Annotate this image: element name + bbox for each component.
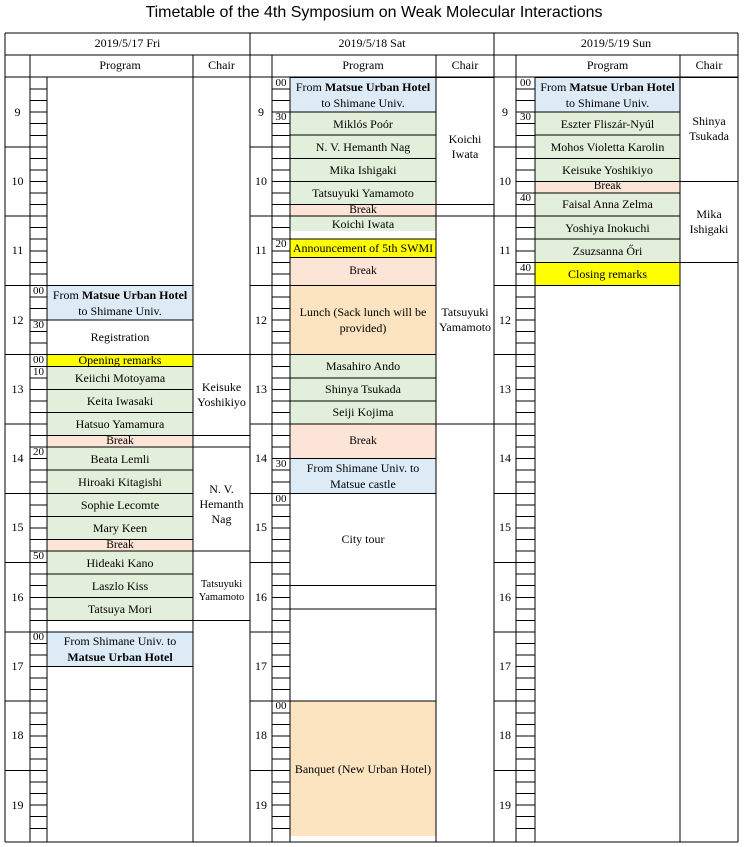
event-label: Announcement of 5th SWMI <box>292 241 434 256</box>
event-item <box>47 470 193 493</box>
event-line: to Shimane Univ. <box>78 303 162 318</box>
chair-header: Chair <box>208 58 235 73</box>
minute-label: 00 <box>33 631 44 644</box>
event-label: Miklós Poór <box>333 116 393 131</box>
minute-label: 30 <box>275 457 287 470</box>
event-label: Shinya Tsukada <box>325 382 401 397</box>
event-line <box>296 79 430 95</box>
program-header: Program <box>586 58 629 73</box>
event-label: Hiroaki Kitagishi <box>78 474 162 489</box>
event-line: to Shimane Univ. <box>565 95 650 110</box>
event-label: Closing remarks <box>568 266 647 281</box>
hour-label: 15 <box>11 520 24 535</box>
event-text: From Shimane Univ. to <box>63 634 177 649</box>
event-item <box>290 258 436 286</box>
minute-label: 20 <box>275 238 287 251</box>
hour-label: 18 <box>11 728 24 743</box>
hour-label: 19 <box>499 797 511 812</box>
event-label: Registration <box>90 330 150 345</box>
event-text: From <box>52 287 82 302</box>
minute-label: 50 <box>33 550 44 563</box>
event-label: Banquet (New Urban Hotel) <box>294 761 432 776</box>
hour-label: 9 <box>258 104 264 119</box>
event-item <box>290 112 436 135</box>
event-label: Lunch (Sack lunch will be provided) <box>299 304 427 336</box>
event-label: Keita Iwasaki <box>86 393 154 408</box>
event-item <box>47 516 193 539</box>
event-label: Keisuke Yoshikiyo <box>562 162 653 177</box>
event-item <box>535 158 680 181</box>
event-item <box>47 436 193 448</box>
event-label <box>540 79 674 111</box>
hour-label: 16 <box>499 589 511 604</box>
event-label: Tatsuya Mori <box>87 601 153 616</box>
day-date: 2019/5/18 Sat <box>338 36 406 51</box>
event-item <box>47 540 193 552</box>
hour-label: 17 <box>11 659 24 674</box>
chair-header: Chair <box>695 58 723 73</box>
event-item <box>535 239 680 262</box>
event-item <box>47 597 193 620</box>
event-label: Break <box>593 180 622 193</box>
event-label: Mika Ishigaki <box>329 162 397 177</box>
hour-label: 12 <box>11 312 24 327</box>
chair-name: Tatsuyuki Yamamoto <box>438 305 492 335</box>
day-date: 2019/5/17 Fri <box>94 36 161 51</box>
event-text-bold: Matsue Urban Hotel <box>569 79 675 94</box>
event-item <box>290 181 436 204</box>
event-line <box>64 633 177 649</box>
minute-label: 20 <box>33 446 44 459</box>
minute-label: 00 <box>275 492 287 505</box>
minute-label: 40 <box>520 261 531 274</box>
event-label <box>64 633 177 665</box>
event-text: From <box>540 79 570 94</box>
event-label: Hatsuo Yamamura <box>75 416 165 431</box>
event-item <box>290 424 436 459</box>
event-item <box>47 632 193 667</box>
hour-label: 19 <box>11 797 24 812</box>
event-item <box>290 701 436 836</box>
event-item <box>47 285 193 320</box>
minute-label: 00 <box>33 353 44 366</box>
event-item <box>47 447 193 470</box>
event-label: Opening remarks <box>78 353 162 368</box>
event-item <box>290 493 436 585</box>
event-text-bold: Matsue Urban Hotel <box>81 287 188 302</box>
event-item <box>290 239 436 258</box>
hour-label: 9 <box>502 104 508 119</box>
event-label: Break <box>349 203 377 216</box>
minute-label: 30 <box>33 319 44 332</box>
event-label: Zsuzsanna Őri <box>572 243 643 258</box>
event-label: Break <box>106 434 134 447</box>
event-label: N. V. Hemanth Nag <box>315 139 411 154</box>
page-title: Timetable of the 4th Symposium on Weak Molecular Interactions <box>145 4 603 21</box>
event-item <box>290 135 436 158</box>
day-date: 2019/5/19 Sun <box>580 36 652 51</box>
event-label: Laszlo Kiss <box>91 578 149 593</box>
minute-label: 00 <box>33 284 44 297</box>
minute-label: 00 <box>520 76 531 89</box>
event-item <box>535 112 680 135</box>
hour-label: 9 <box>14 104 21 119</box>
event-item <box>47 389 193 412</box>
event-text: From <box>295 79 325 94</box>
event-item <box>535 135 680 158</box>
hour-label: 13 <box>11 381 24 396</box>
event-label: Koichi Iwata <box>331 216 395 231</box>
minute-label: 00 <box>275 700 287 713</box>
minute-label: 10 <box>33 365 44 378</box>
event-item <box>47 355 193 367</box>
event-item <box>290 158 436 181</box>
hour-label: 10 <box>499 173 511 188</box>
chair-name: Keisuke Yoshikiyo <box>197 380 246 410</box>
chair-name: Koichi Iwata <box>448 131 482 161</box>
program-header: Program <box>99 58 141 73</box>
minute-label: 30 <box>520 111 531 124</box>
event-item <box>290 401 436 424</box>
hour-label: 15 <box>499 520 511 535</box>
hour-label: 11 <box>255 243 267 258</box>
event-label: Yoshiya Inokuchi <box>565 220 650 235</box>
event-label: Beata Lemli <box>90 451 150 466</box>
event-item <box>535 193 680 216</box>
hour-label: 14 <box>499 451 511 466</box>
event-label: Seiji Kojima <box>332 405 394 420</box>
event-item <box>290 459 436 494</box>
minute-label: 00 <box>275 76 287 89</box>
hour-label: 15 <box>255 520 267 535</box>
event-item <box>47 574 193 597</box>
event-label: Sophie Lecomte <box>80 497 160 512</box>
chair-name: Shinya Tsukada <box>689 114 729 144</box>
hour-label: 12 <box>255 312 267 327</box>
event-label: Mary Keen <box>92 520 148 535</box>
event-label: Mohos Violetta Karolin <box>550 139 665 154</box>
hour-label: 13 <box>499 381 511 396</box>
event-label: Masahiro Ando <box>325 359 401 374</box>
hour-label: 11 <box>499 243 511 258</box>
event-item <box>290 216 436 231</box>
event-line: to Shimane Univ. <box>321 95 405 110</box>
event-label: Break <box>106 538 134 551</box>
event-label: Break <box>349 264 377 277</box>
event-item <box>290 78 436 113</box>
event-label <box>53 287 187 319</box>
event-item <box>47 320 193 355</box>
chair-name: Tatsuyuki Yamamoto <box>198 579 245 604</box>
event-label: Faisal Anna Zelma <box>562 197 653 212</box>
event-item <box>47 412 193 435</box>
event-item <box>535 216 680 239</box>
event-item <box>290 355 436 378</box>
event-label <box>296 79 430 111</box>
event-text-bold: Matsue Urban Hotel <box>324 79 431 94</box>
event-label: City tour <box>341 532 385 547</box>
chair-header: Chair <box>451 58 479 73</box>
hour-label: 14 <box>11 451 24 466</box>
event-item <box>47 366 193 389</box>
event-item <box>290 285 436 354</box>
minute-label: 30 <box>275 111 287 124</box>
chair-name: Mika Ishigaki <box>689 206 729 236</box>
hour-label: 16 <box>255 589 267 604</box>
event-item <box>535 78 680 113</box>
hour-label: 13 <box>255 381 267 396</box>
event-label: Tatsuyuki Yamamoto <box>312 185 414 200</box>
event-line <box>53 287 187 303</box>
event-line: Matsue Urban Hotel <box>67 650 173 665</box>
hour-label: 10 <box>255 173 267 188</box>
hour-label: 12 <box>499 312 511 327</box>
minute-label: 40 <box>520 192 531 205</box>
event-item <box>290 378 436 401</box>
hour-label: 18 <box>255 728 267 743</box>
hour-label: 11 <box>11 243 24 258</box>
event-label: From Shimane Univ. to Matsue castle <box>306 460 420 491</box>
hour-label: 16 <box>11 589 24 604</box>
chair-name: N. V. Hemanth Nag <box>199 482 244 527</box>
hour-label: 17 <box>499 659 511 674</box>
hour-label: 14 <box>255 451 267 466</box>
hour-label: 18 <box>499 728 511 743</box>
event-label: Keiichi Motoyama <box>74 370 166 385</box>
event-label: Break <box>349 434 377 447</box>
event-item <box>47 551 193 574</box>
hour-label: 19 <box>255 797 267 812</box>
event-line <box>540 79 674 95</box>
event-item <box>47 493 193 516</box>
event-item <box>535 262 680 285</box>
hour-label: 17 <box>255 659 267 674</box>
hour-label: 10 <box>11 173 24 188</box>
event-label: Eszter Fliszár-Nyúl <box>560 116 655 131</box>
event-item <box>290 205 436 217</box>
program-header: Program <box>342 58 384 73</box>
event-item <box>535 181 680 193</box>
event-label: Hideaki Kano <box>86 555 154 570</box>
